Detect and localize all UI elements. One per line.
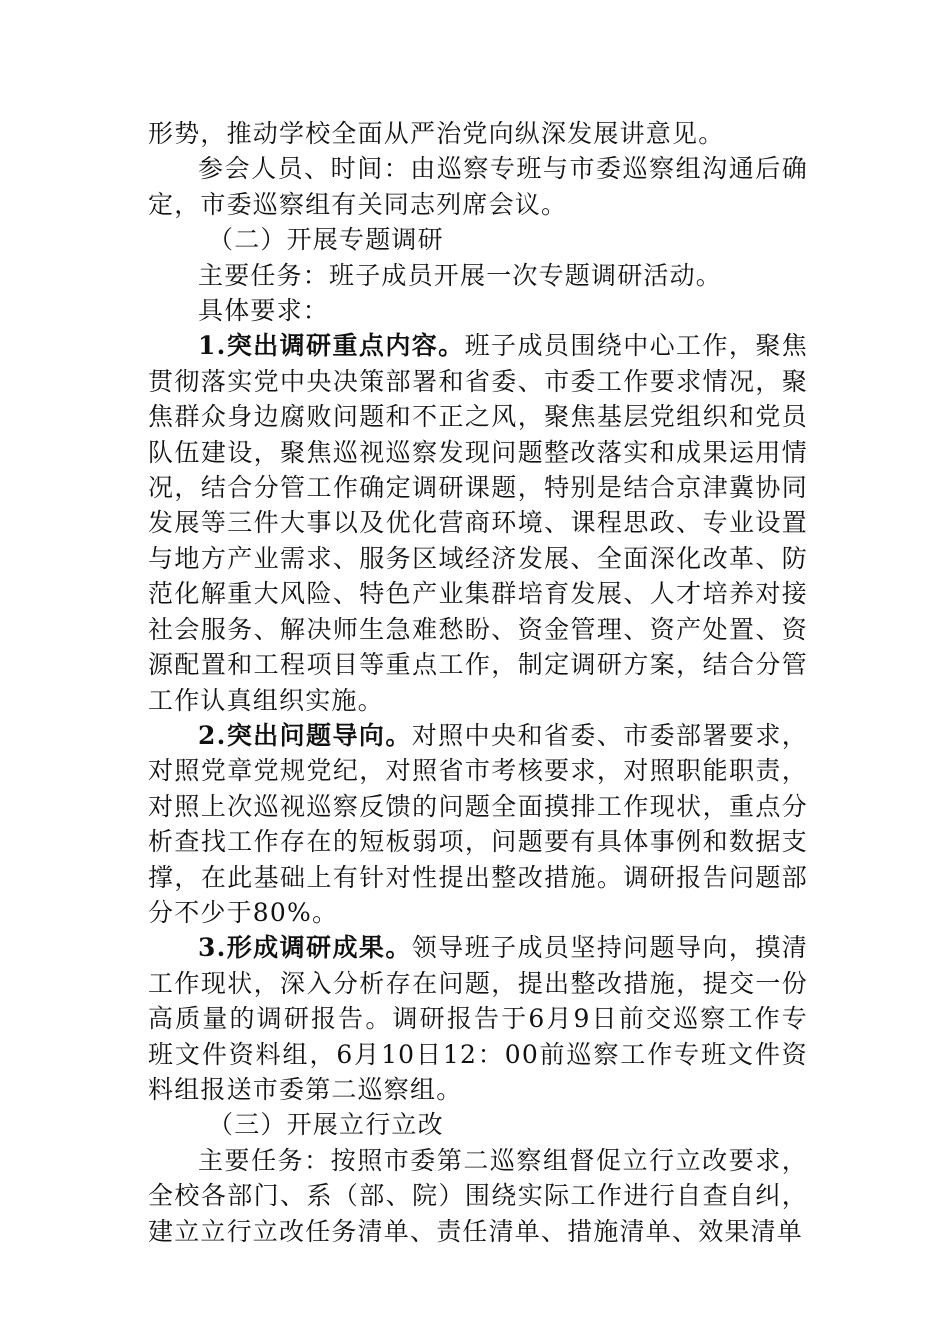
paragraph-requirement-2 bbox=[148, 718, 808, 930]
heading-text: （三）开展立行立改 bbox=[208, 1110, 444, 1140]
document-body bbox=[148, 116, 808, 1249]
paragraph-text: 领导班子成员坚持问题导向，摸清工作现状，深入分析存在问题，提出整改措施，提交一份高质量的调研报告。调研报告于6月9日前交巡察工作专班文件资料组，6月10日12：00前巡察工作专班文件资料组报送市委第二巡察组。 bbox=[148, 933, 808, 1104]
paragraph-text: 具体要求： bbox=[198, 296, 330, 326]
paragraph-text: 主要任务：班子成员开展一次专题调研活动。 bbox=[198, 260, 723, 290]
paragraph-text: 形势，推动学校全面从严治党向纵深发展讲意见。 bbox=[148, 119, 725, 148]
section-heading-3 bbox=[148, 1107, 808, 1142]
paragraph-requirement-1 bbox=[148, 328, 808, 717]
paragraph-main-task-3 bbox=[148, 1143, 808, 1249]
section-heading-2 bbox=[148, 222, 808, 257]
requirement-title: 2.突出问题导向。 bbox=[198, 720, 412, 750]
paragraph-requirement-3 bbox=[148, 930, 808, 1107]
paragraph-text: 对照中央和省委、市委部署要求，对照党章党规党纪，对照省市考核要求，对照职能职责，对照上次巡视巡察反馈的问题全面摸排工作现状，重点分析查找工作存在的短板弱项，问题要有具体事例和数据支撑，在此基础上有针对性提出整改措施。调研报告问题部分不少于80%。 bbox=[148, 720, 808, 927]
paragraph-main-task bbox=[148, 258, 808, 293]
requirement-title: 3.形成调研成果。 bbox=[198, 933, 412, 963]
paragraph-text: 班子成员围绕中心工作，聚焦贯彻落实党中央决策部署和省委、市委工作要求情况，聚焦群众身边腐败问题和不正之风，聚焦基层党组织和党员队伍建设，聚焦巡视巡察发现问题整改落实和成果运用情况，结合分管工作确定调研课题，特别是结合京津冀协同发展等三件大事以及优化营商环境、课程思政、专业设置与地方产业需求、服务区域经济发展、全面深化改革、防范化解重大风险、特色产业集群培育发展、人才培养对接社会服务、解决师生急难愁盼、资金管理、资产处置、资源配置和工程项目等重点工作，制定调研方案，结合分管工作认真组织实施。 bbox=[148, 331, 808, 715]
paragraph-attendees bbox=[148, 151, 808, 222]
paragraph-text: 参会人员、时间：由巡察专班与市委巡察组沟通后确定，市委巡察组有关同志列席会议。 bbox=[148, 154, 808, 219]
paragraph-text: 主要任务：按照市委第二巡察组督促立行立改要求，全校各部门、系（部、院）围绕实际工作进行自查自纠，建立立行立改任务清单、责任清单、措施清单、效果清单 bbox=[148, 1145, 808, 1246]
paragraph-continuation bbox=[148, 116, 808, 151]
heading-text: （二）开展专题调研 bbox=[208, 225, 444, 255]
requirement-title: 1.突出调研重点内容。 bbox=[198, 331, 465, 361]
paragraph-requirements-label bbox=[148, 293, 808, 328]
